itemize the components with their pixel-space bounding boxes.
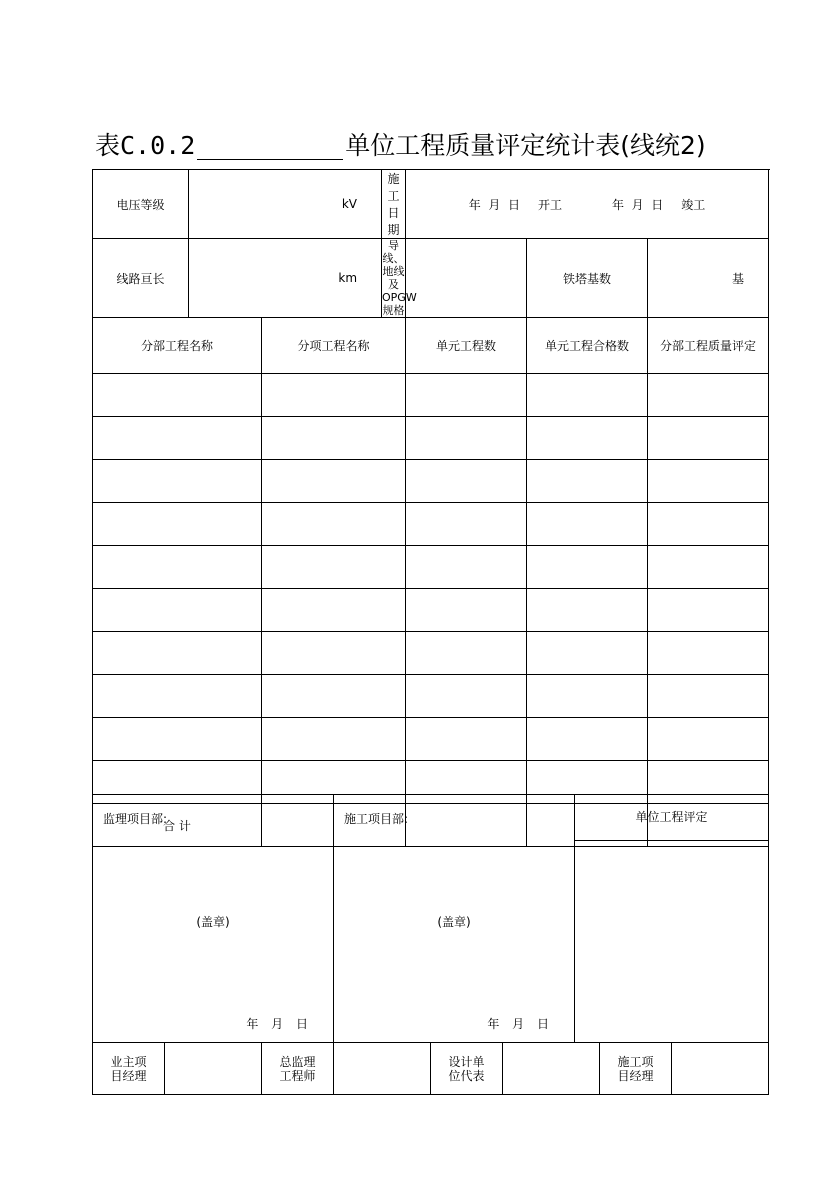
title-blank-line: [197, 131, 343, 160]
total-label: 合 计: [93, 804, 262, 847]
division-name-cell[interactable]: [93, 460, 262, 503]
qualified-count-cell[interactable]: [527, 417, 648, 460]
unit-count-cell[interactable]: [406, 503, 527, 546]
construction-label: 施工项目部:: [344, 812, 409, 826]
evaluation-label: 单位工程评定: [575, 795, 768, 841]
supervision-date: 年 月 日: [246, 1017, 308, 1031]
conductor-spec-value[interactable]: [406, 239, 527, 318]
table-row: [93, 374, 769, 417]
design-line2: 位代表: [448, 1068, 485, 1083]
unit-count-cell[interactable]: [406, 417, 527, 460]
voltage-value[interactable]: [189, 170, 382, 239]
page-title: [95, 128, 706, 164]
division-name-cell[interactable]: [93, 417, 262, 460]
table-row: [93, 718, 769, 761]
supervision-seal: (盖章): [196, 915, 230, 929]
table-row: [93, 675, 769, 718]
route-length-label: 线路亘长: [93, 239, 189, 318]
table-row: [93, 589, 769, 632]
supervision-label: 监理项目部:: [103, 812, 168, 826]
col-header-quality-rating: 分部工程质量评定: [648, 318, 769, 374]
quality-rating-cell[interactable]: [648, 417, 769, 460]
qualified-count-cell[interactable]: [527, 718, 648, 761]
division-name-cell[interactable]: [93, 589, 262, 632]
conductor-label-line2: OPGW规格: [382, 291, 417, 317]
col-header-division: 分部工程名称: [93, 318, 262, 374]
route-length-value[interactable]: [189, 239, 382, 318]
quality-rating-cell[interactable]: [648, 718, 769, 761]
construction-sign-cell[interactable]: [334, 795, 575, 1043]
subitem-name-cell[interactable]: [262, 546, 406, 589]
qualified-count-cell[interactable]: [527, 632, 648, 675]
supervision-sign-cell[interactable]: [93, 795, 334, 1043]
voltage-unit: kV: [341, 197, 358, 211]
build-line1: 施工项: [617, 1054, 654, 1069]
statistics-table: [92, 169, 769, 847]
qualified-count-cell[interactable]: [527, 503, 648, 546]
construction-date-label: 施工日期: [382, 170, 406, 239]
title-suffix: 单位工程质量评定统计表(线统2): [345, 131, 706, 160]
subitem-name-cell[interactable]: [262, 718, 406, 761]
unit-count-cell[interactable]: [406, 718, 527, 761]
construction-date: 年 月 日: [487, 1017, 549, 1031]
design-line1: 设计单: [448, 1054, 485, 1069]
design-rep-label: [431, 1043, 503, 1095]
unit-count-cell[interactable]: [406, 374, 527, 417]
quality-rating-cell[interactable]: [648, 503, 769, 546]
construction-seal: (盖章): [437, 915, 471, 929]
quality-rating-cell[interactable]: [648, 589, 769, 632]
quality-rating-cell[interactable]: [648, 460, 769, 503]
table-row: [93, 546, 769, 589]
chief-engineer-label: [262, 1043, 334, 1095]
qualified-count-cell[interactable]: [527, 589, 648, 632]
build-manager-label: [600, 1043, 672, 1095]
footer-signatures: [92, 1042, 769, 1095]
conductor-label-line1: 导线、地线及: [382, 239, 405, 291]
qualified-count-cell[interactable]: [527, 374, 648, 417]
table-row: [93, 460, 769, 503]
date-end: 年 月 日: [612, 197, 664, 212]
division-name-cell[interactable]: [93, 675, 262, 718]
build-line2: 目经理: [617, 1068, 654, 1083]
chief-line1: 总监理: [279, 1054, 316, 1069]
signature-section: [92, 794, 769, 1043]
qualified-count-cell[interactable]: [527, 546, 648, 589]
tower-count-value[interactable]: [648, 239, 769, 318]
qualified-count-cell[interactable]: [527, 675, 648, 718]
col-header-qualified-count: 单元工程合格数: [527, 318, 648, 374]
table-row: [93, 632, 769, 675]
division-name-cell[interactable]: [93, 503, 262, 546]
subitem-name-cell[interactable]: [262, 417, 406, 460]
start-word: 开工: [538, 197, 563, 212]
header-row-length: [93, 239, 769, 318]
length-unit: km: [338, 271, 358, 285]
unit-count-cell[interactable]: [406, 546, 527, 589]
unit-count-cell[interactable]: [406, 632, 527, 675]
table-row: [93, 417, 769, 460]
chief-line2: 工程师: [279, 1068, 316, 1083]
subitem-name-cell[interactable]: [262, 460, 406, 503]
construction-date-value[interactable]: [406, 170, 769, 239]
quality-rating-cell[interactable]: [648, 546, 769, 589]
owner-line2: 目经理: [110, 1068, 147, 1083]
tower-count-label: 铁塔基数: [527, 239, 648, 318]
subitem-name-cell[interactable]: [262, 589, 406, 632]
table-row: [93, 503, 769, 546]
build-manager-sign[interactable]: [672, 1043, 769, 1095]
col-header-subitem: 分项工程名称: [262, 318, 406, 374]
date-start: 年 月 日: [468, 197, 520, 212]
division-name-cell[interactable]: [93, 546, 262, 589]
unit-count-cell[interactable]: [406, 589, 527, 632]
evaluation-cell: [575, 795, 769, 1043]
owner-manager-sign[interactable]: [165, 1043, 262, 1095]
end-word: 竣工: [681, 197, 706, 212]
subitem-name-cell[interactable]: [262, 632, 406, 675]
division-name-cell[interactable]: [93, 718, 262, 761]
voltage-label: 电压等级: [93, 170, 189, 239]
unit-count-cell[interactable]: [406, 675, 527, 718]
col-header-unit-count: 单元工程数: [406, 318, 527, 374]
quality-rating-cell[interactable]: [648, 374, 769, 417]
chief-engineer-sign[interactable]: [334, 1043, 431, 1095]
column-header-row: [93, 318, 769, 374]
quality-rating-cell[interactable]: [648, 632, 769, 675]
subitem-name-cell[interactable]: [262, 374, 406, 417]
tower-unit: 基: [732, 271, 745, 286]
division-name-cell[interactable]: [93, 374, 262, 417]
division-name-cell[interactable]: [93, 632, 262, 675]
data-rows: [93, 374, 769, 804]
conductor-spec-label: [382, 239, 417, 318]
qualified-count-cell[interactable]: [527, 460, 648, 503]
evaluation-value[interactable]: [575, 841, 768, 1041]
owner-manager-label: [93, 1043, 165, 1095]
title-prefix: 表C.0.2: [95, 131, 196, 160]
design-rep-sign[interactable]: [503, 1043, 600, 1095]
subitem-name-cell[interactable]: [262, 675, 406, 718]
header-row-voltage: [93, 170, 769, 239]
unit-count-cell[interactable]: [406, 460, 527, 503]
owner-line1: 业主项: [110, 1054, 147, 1069]
subitem-name-cell[interactable]: [262, 503, 406, 546]
quality-rating-cell[interactable]: [648, 675, 769, 718]
